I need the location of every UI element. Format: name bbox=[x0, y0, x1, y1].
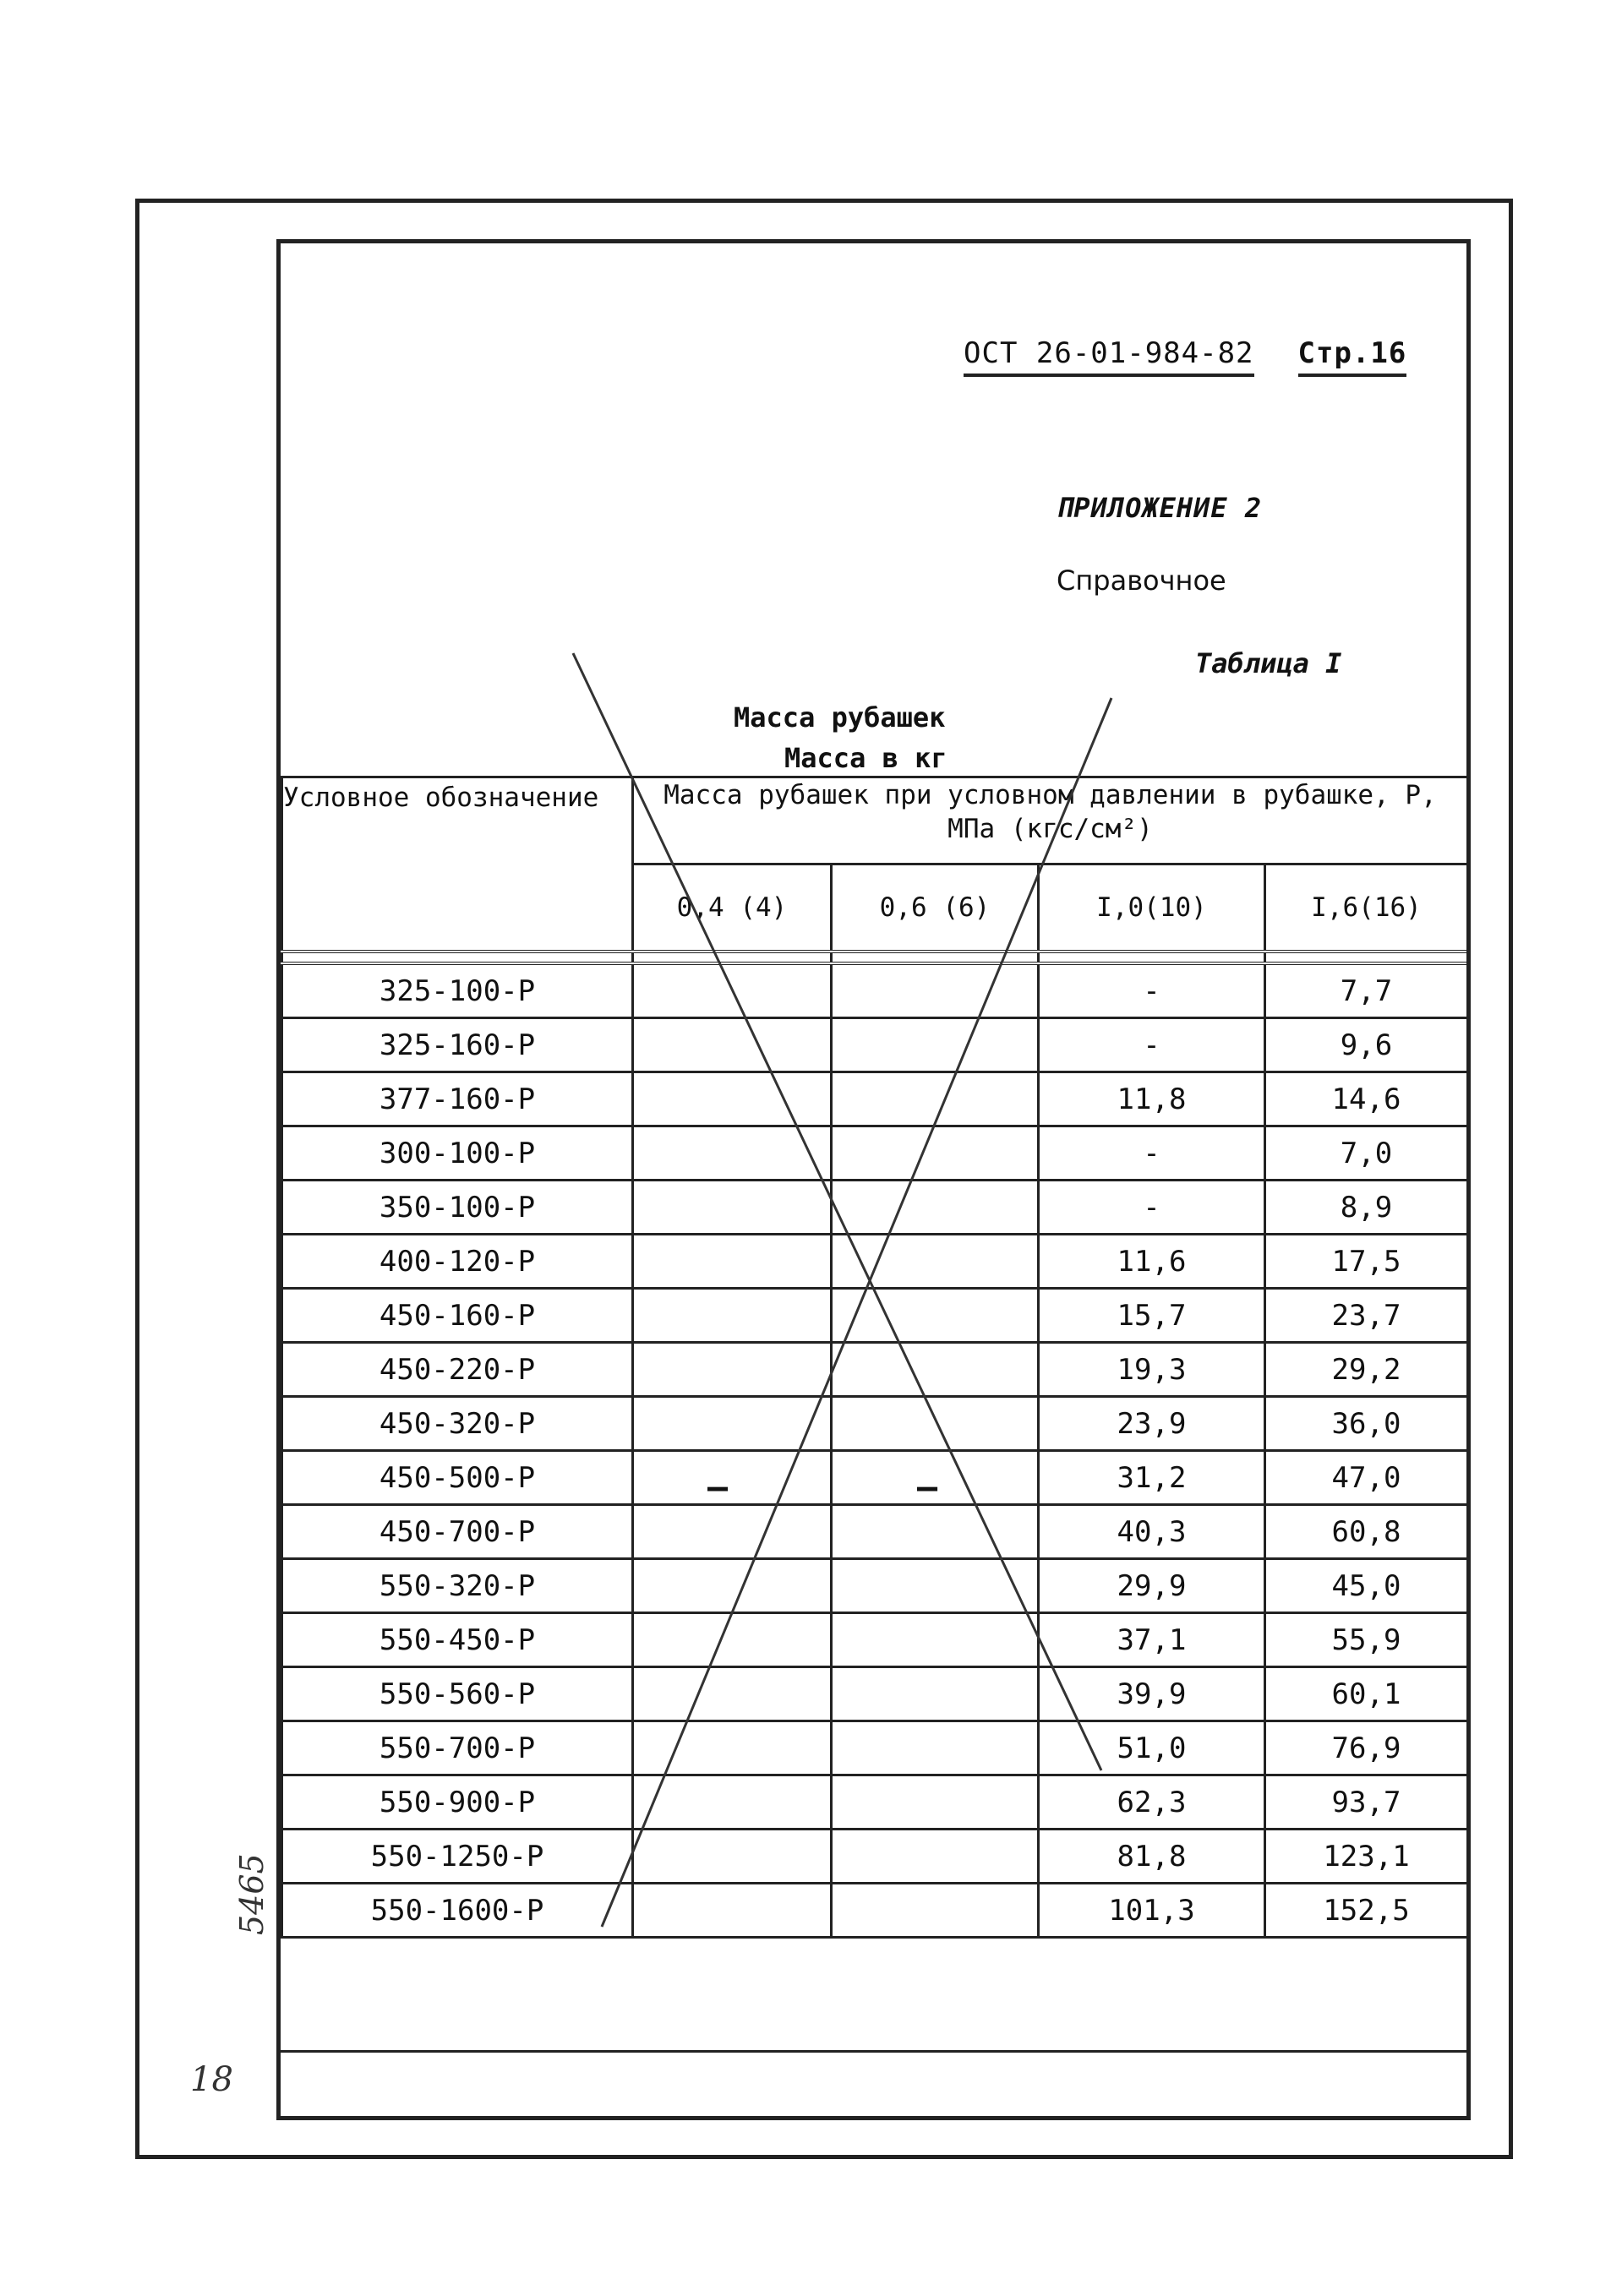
designation-cell: 377-160-Р bbox=[282, 1072, 633, 1126]
value-cell-10: - bbox=[1039, 1181, 1265, 1235]
pressure-header-06: 0,6 (6) bbox=[832, 864, 1039, 952]
value-cell-10: 101,3 bbox=[1039, 1884, 1265, 1938]
value-cell-10: 51,0 bbox=[1039, 1721, 1265, 1775]
designation-cell: 550-1250-Р bbox=[282, 1830, 633, 1884]
dash-mark-04: — bbox=[707, 1468, 729, 1507]
doc-code: ОСТ 26-01-984-82 bbox=[964, 336, 1254, 377]
pressure-header-10: I,0(10) bbox=[1039, 864, 1265, 952]
margin-page-number: 18 bbox=[190, 2060, 233, 2099]
value-cell-10: 39,9 bbox=[1039, 1667, 1265, 1721]
value-cell-16: 45,0 bbox=[1265, 1559, 1468, 1613]
pressure-header-16: I,6(16) bbox=[1265, 864, 1468, 952]
designation-cell: 550-560-Р bbox=[282, 1667, 633, 1721]
designation-cell: 450-700-Р bbox=[282, 1505, 633, 1559]
value-cell-16: 23,7 bbox=[1265, 1289, 1468, 1343]
value-cell-10: 15,7 bbox=[1039, 1289, 1265, 1343]
cross-line-2 bbox=[602, 698, 1111, 1927]
value-cell-10: 19,3 bbox=[1039, 1343, 1265, 1397]
designation-cell: 450-220-Р bbox=[282, 1343, 633, 1397]
designation-cell: 350-100-Р bbox=[282, 1181, 633, 1235]
pressure-header-04: 0,4 (4) bbox=[633, 864, 832, 952]
cross-line-1 bbox=[573, 653, 1101, 1770]
value-cell-16: 60,8 bbox=[1265, 1505, 1468, 1559]
value-cell-10: 81,8 bbox=[1039, 1830, 1265, 1884]
designation-cell: 300-100-Р bbox=[282, 1126, 633, 1181]
table-label: Таблица I bbox=[1195, 647, 1342, 679]
designation-cell: 450-320-Р bbox=[282, 1397, 633, 1451]
designation-cell: 450-160-Р bbox=[282, 1289, 633, 1343]
table-title: Масса рубашек bbox=[734, 701, 946, 734]
designation-cell: 450-500-Р bbox=[282, 1451, 633, 1505]
designation-cell: 400-120-Р bbox=[282, 1235, 633, 1289]
table-units: Масса в кг bbox=[784, 742, 947, 774]
value-cell-16: 7,7 bbox=[1265, 963, 1468, 1018]
value-cell-10: 62,3 bbox=[1039, 1775, 1265, 1830]
value-cell-10: - bbox=[1039, 963, 1265, 1018]
appendix-status: Справочное bbox=[1057, 564, 1226, 597]
designation-cell: 325-100-Р bbox=[282, 963, 633, 1018]
value-cell-16: 123,1 bbox=[1265, 1830, 1468, 1884]
page-label: Стр.16 bbox=[1298, 336, 1407, 377]
appendix-title: ПРИЛОЖЕНИЕ 2 bbox=[1057, 492, 1263, 524]
value-cell-16: 152,5 bbox=[1265, 1884, 1468, 1938]
designation-cell: 325-160-Р bbox=[282, 1018, 633, 1072]
value-cell-16: 60,1 bbox=[1265, 1667, 1468, 1721]
value-cell-16: 9,6 bbox=[1265, 1018, 1468, 1072]
value-cell-16: 14,6 bbox=[1265, 1072, 1468, 1126]
value-cell-16: 76,9 bbox=[1265, 1721, 1468, 1775]
dash-mark-06: — bbox=[917, 1468, 938, 1507]
value-cell-10: 40,3 bbox=[1039, 1505, 1265, 1559]
value-cell-10: - bbox=[1039, 1126, 1265, 1181]
value-cell-10: 11,6 bbox=[1039, 1235, 1265, 1289]
value-cell-16: 17,5 bbox=[1265, 1235, 1468, 1289]
value-cell-16: 55,9 bbox=[1265, 1613, 1468, 1667]
value-cell-10: 29,9 bbox=[1039, 1559, 1265, 1613]
value-cell-10: - bbox=[1039, 1018, 1265, 1072]
value-cell-10: 31,2 bbox=[1039, 1451, 1265, 1505]
designation-cell: 550-900-Р bbox=[282, 1775, 633, 1830]
value-cell-16: 47,0 bbox=[1265, 1451, 1468, 1505]
designation-header: Условное обозначение bbox=[282, 777, 633, 952]
value-cell-16: 36,0 bbox=[1265, 1397, 1468, 1451]
designation-cell: 550-320-Р bbox=[282, 1559, 633, 1613]
designation-cell: 550-450-Р bbox=[282, 1613, 633, 1667]
designation-cell: 550-700-Р bbox=[282, 1721, 633, 1775]
value-cell-10: 11,8 bbox=[1039, 1072, 1265, 1126]
value-cell-16: 93,7 bbox=[1265, 1775, 1468, 1830]
value-cell-10: 37,1 bbox=[1039, 1613, 1265, 1667]
value-cell-16: 7,0 bbox=[1265, 1126, 1468, 1181]
side-stamp: 5465 bbox=[233, 1853, 270, 1935]
value-cell-16: 29,2 bbox=[1265, 1343, 1468, 1397]
value-cell-16: 8,9 bbox=[1265, 1181, 1468, 1235]
pressure-group-header: Масса рубашек при условном давлении в рубашке, Р, МПа (кгс/см²) bbox=[633, 777, 1468, 864]
designation-cell: 550-1600-Р bbox=[282, 1884, 633, 1938]
value-cell-10: 23,9 bbox=[1039, 1397, 1265, 1451]
